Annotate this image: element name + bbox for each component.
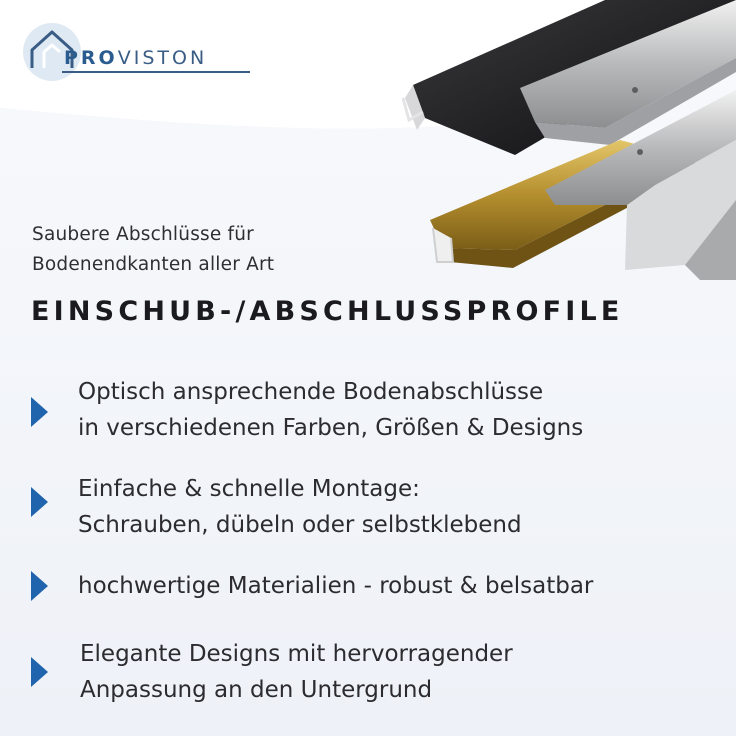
logo-wordmark xyxy=(64,47,207,69)
feature-text xyxy=(78,471,522,543)
logo-underline xyxy=(62,71,250,73)
feature-text xyxy=(80,636,513,708)
logo-wordmark-rest: VISTON xyxy=(117,47,208,69)
page-title: EINSCHUB-/ABSCHLUSSPROFILE xyxy=(31,296,624,327)
profile-strips-illustration xyxy=(395,0,736,300)
feature-line-1: Optisch ansprechende Bodenabschlüsse xyxy=(78,379,544,405)
subtitle-line-2: Bodenendkanten aller Art xyxy=(32,254,275,275)
subtitle-line-1: Saubere Abschlüsse für xyxy=(32,224,254,245)
logo-wordmark-pro: PRO xyxy=(64,47,118,69)
play-arrow-icon xyxy=(31,571,48,601)
feature-text xyxy=(78,374,583,446)
play-arrow-icon xyxy=(31,657,48,687)
subtitle xyxy=(32,220,274,280)
play-arrow-icon xyxy=(31,487,48,517)
feature-line-2: in verschiedenen Farben, Größen & Designs xyxy=(78,415,584,441)
feature-text xyxy=(78,568,593,604)
feature-line-2: Schrauben, dübeln oder selbstklebend xyxy=(78,512,522,538)
feature-line-1: Elegante Designs mit hervorragender xyxy=(80,641,513,667)
feature-line-2: Anpassung an den Untergrund xyxy=(80,677,433,703)
feature-line-1: Einfache & schnelle Montage: xyxy=(78,476,420,502)
play-arrow-icon xyxy=(31,397,48,427)
feature-line-1: hochwertige Materialien - robust & belsatbar xyxy=(78,573,594,599)
